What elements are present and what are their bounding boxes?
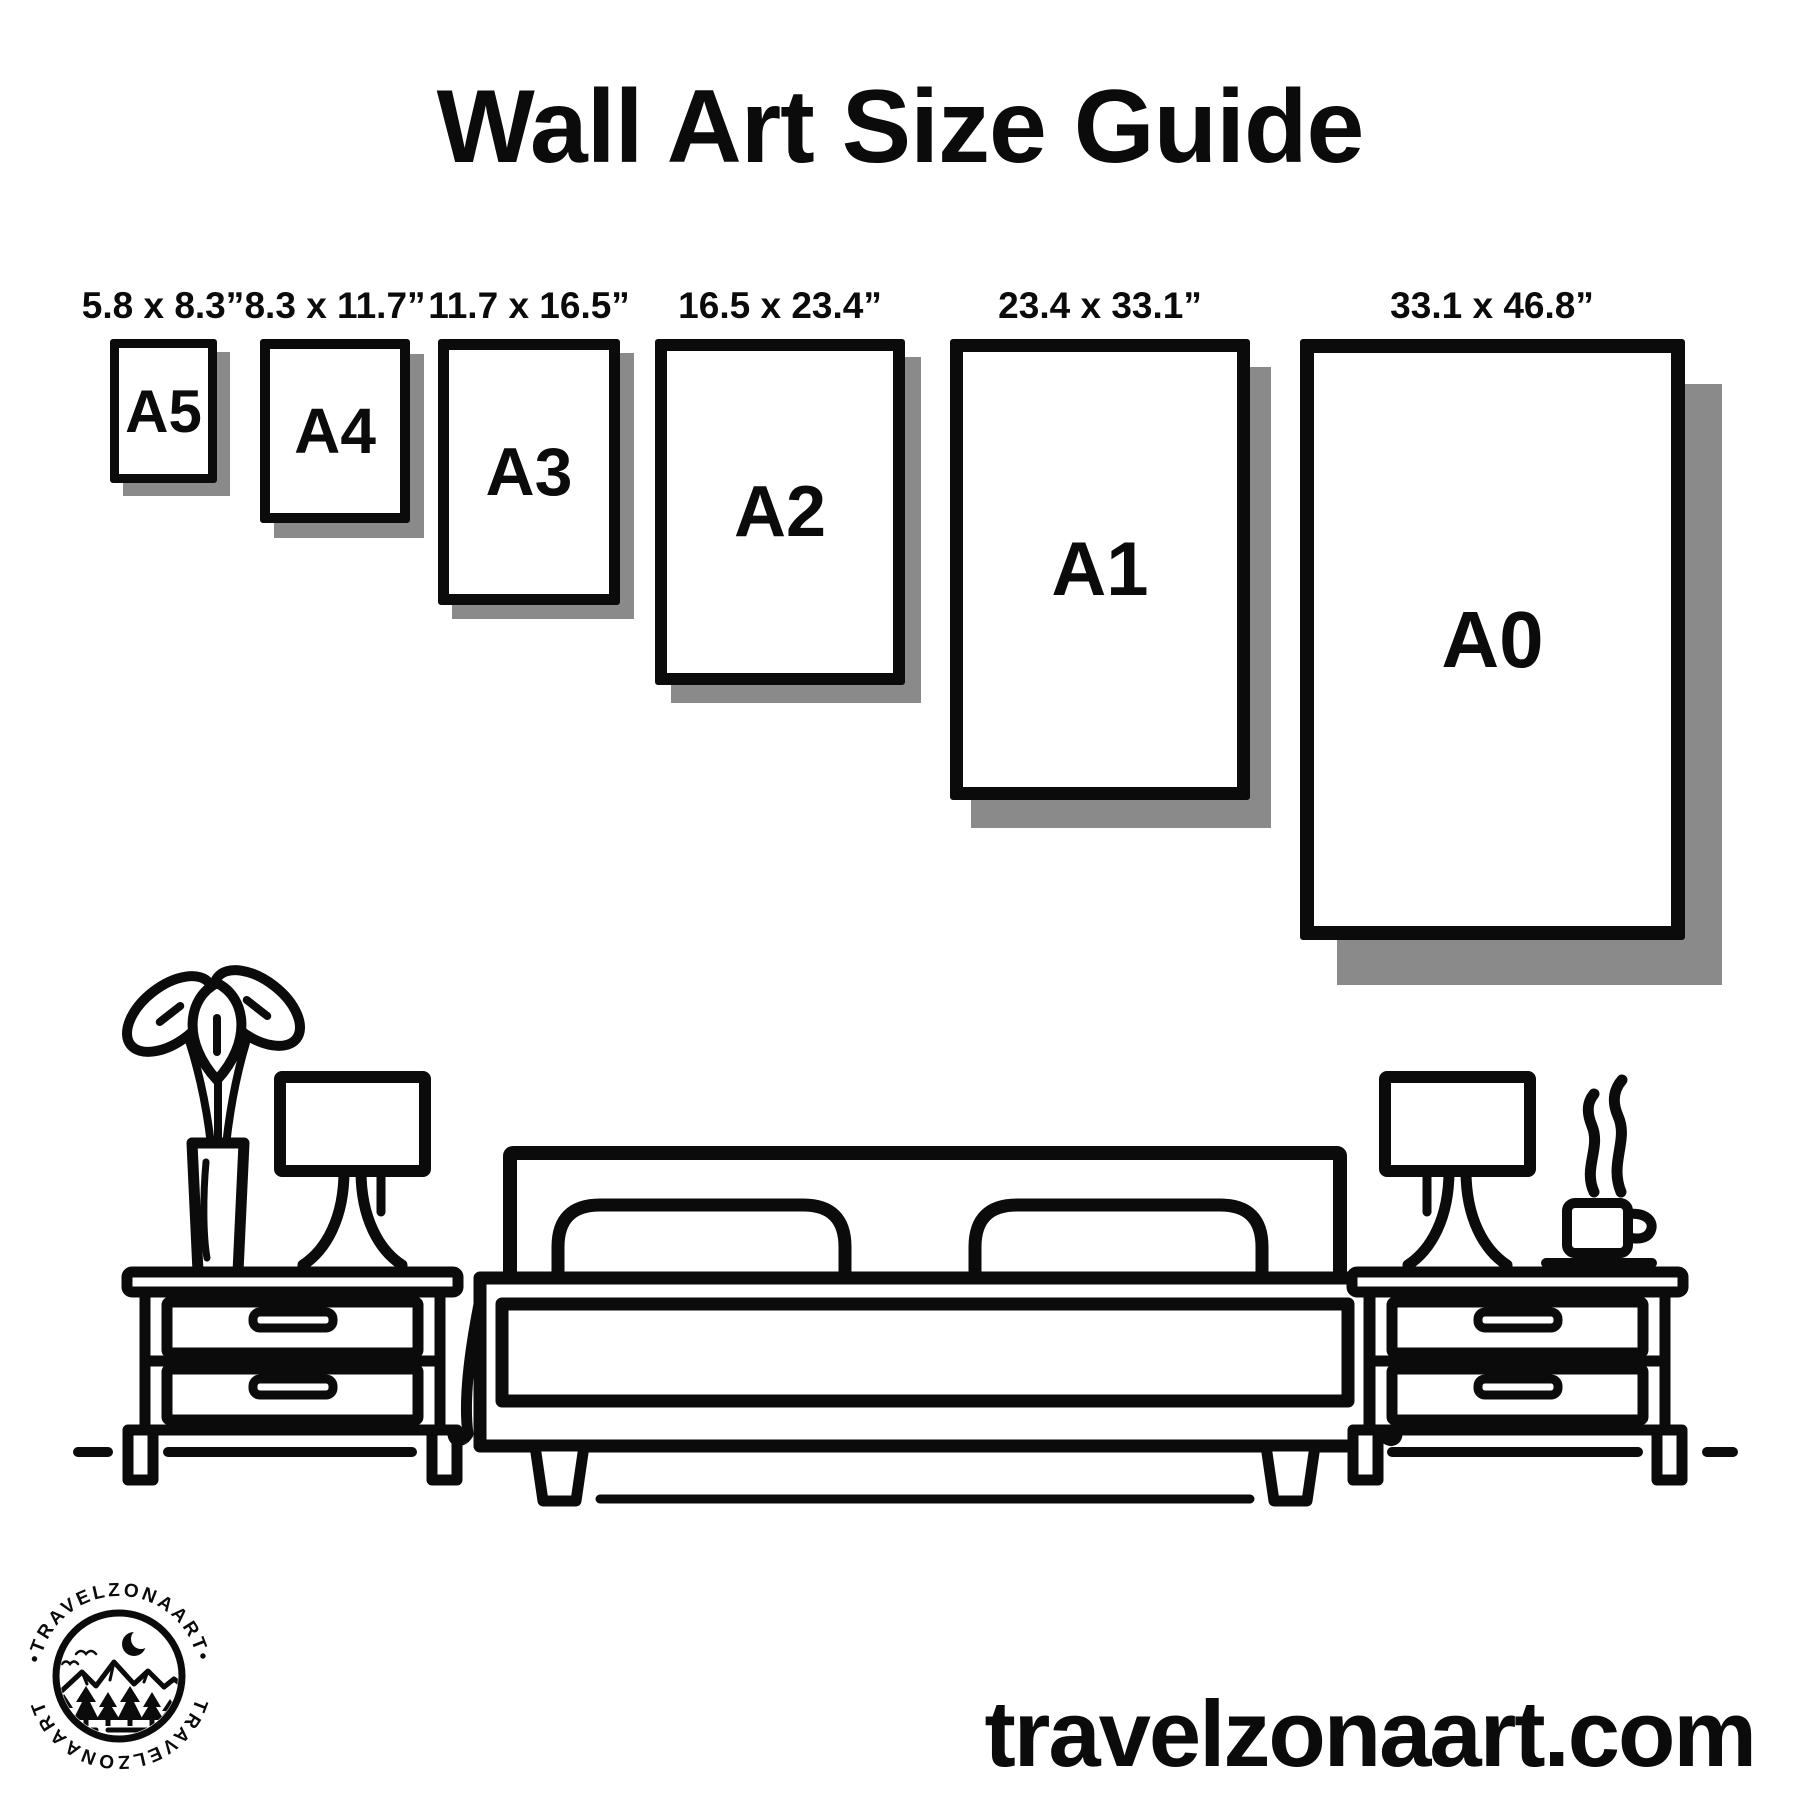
frame-size-letter: A1 [1051, 527, 1149, 612]
steam-icon [1588, 1080, 1622, 1192]
frame-size-letter: A2 [733, 472, 827, 552]
logo-ring-text-bottom: TRAVELZONAART [26, 1696, 212, 1773]
bed-icon [453, 1153, 1397, 1501]
frame-dimensions-label: 5.8 x 8.3” [81, 285, 245, 326]
frame-dimensions-label: 33.1 x 46.8” [1390, 285, 1594, 326]
frame-size-letter: A3 [485, 434, 573, 510]
frame-size-letter: A5 [125, 377, 202, 445]
frame-dimensions-label: 16.5 x 23.4” [678, 285, 882, 326]
page-title: Wall Art Size Guide [436, 69, 1364, 185]
brand-logo [14, 1572, 224, 1788]
frame-dimensions-label: 8.3 x 11.7” [244, 285, 426, 326]
frame-size-letter: A0 [1441, 594, 1544, 684]
left-lamp-icon [280, 1077, 425, 1272]
logo-ring-text-top: •TRAVELZONAART• [24, 1579, 214, 1665]
right-lamp-icon [1385, 1077, 1530, 1272]
coffee-cup-icon [1546, 1203, 1652, 1263]
frame-dimensions-label: 11.7 x 16.5” [428, 285, 630, 326]
website-text: travelzonaart.com [984, 1681, 1755, 1786]
frame-dimensions-label: 23.4 x 33.1” [998, 285, 1202, 326]
frame-size-letter: A4 [294, 395, 376, 467]
